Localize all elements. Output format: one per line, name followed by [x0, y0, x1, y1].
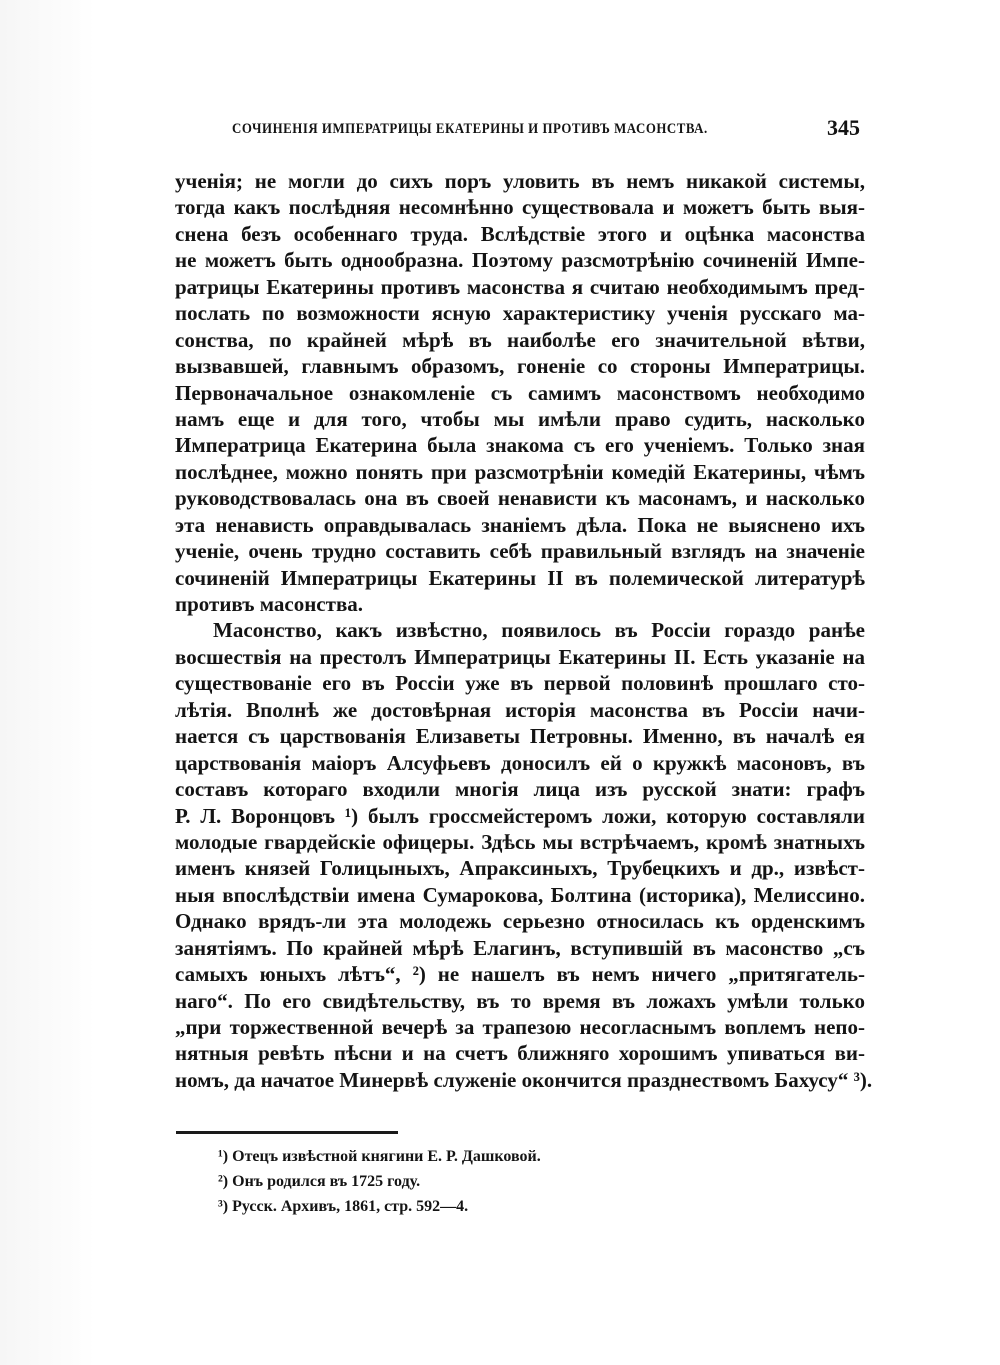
text-line: ратрицы Екатерины противъ масонства я считаю необходимымъ пред- — [175, 274, 865, 299]
text-line: составъ котораго входили многія лица изъ русской знати: графъ — [175, 777, 865, 802]
paragraph-start-line: Масонство, какъ извѣстно, появилось въ Россіи гораздо ранѣе — [213, 618, 865, 643]
text-line: нятныя ревѣть пѣсни и на счетъ ближняго хорошимъ упиваться ви- — [175, 1041, 865, 1066]
text-line: Р. Л. Воронцовъ ¹) былъ гроссмейстеромъ ложи, которую составляли — [175, 803, 865, 828]
text-line: не можетъ быть однообразна. Поэтому разсмотрѣнію сочиненій Импе- — [175, 248, 865, 273]
text-line: снена безъ особеннаго труда. Вслѣдствіе этого и оцѣнка масонства — [175, 221, 865, 246]
paragraph-end-line: противъ масонства. — [175, 592, 364, 616]
text-line: Однако врядъ-ли эта молодежь серьезно относилась къ орденскимъ — [175, 909, 865, 934]
text-line: сочиненій Императрицы Екатерины II въ полемической литературѣ — [175, 565, 865, 590]
running-head-title: СОЧИНЕНІЯ ИМПЕРАТРИЦЫ ЕКАТЕРИНЫ И ПРОТИВЪ МАСОНСТВА. — [232, 121, 708, 137]
body-text — [175, 168, 873, 1093]
text-line: вызвавшей, главнымъ образомъ, гоненіе со стороны Императрицы. — [175, 354, 865, 379]
text-line: руководствовалась она въ своей ненависти къ масонамъ, и насколько — [175, 486, 865, 511]
text-line: „при торжественной вечерѣ за трапезою несогласнымъ воплемъ непо- — [175, 1015, 865, 1039]
page-gutter-shadow — [0, 0, 95, 1365]
text-line: ученія; не могли до сихъ поръ уловить въ немъ никакой системы, — [175, 169, 865, 193]
text-line: наго“. По его свидѣтельству, въ то время въ ложахъ умѣли только — [175, 988, 865, 1013]
text-line: царствованія маіоръ Алсуфьевъ доносилъ ей о кружкѣ масоновъ, въ — [175, 750, 865, 775]
running-head — [232, 113, 860, 143]
footnote-3: ³) Русск. Архивъ, 1861, стр. 592—4. — [218, 1198, 469, 1215]
text-line: номъ, да начатое Минервѣ служеніе окончится празднествомъ Бахусу“ ³). — [175, 1067, 873, 1092]
text-line: самыхъ юныхъ лѣтъ“, ²) не нашелъ въ немъ ничего „притягатель- — [175, 962, 865, 987]
text-line: ученіе, очень трудно составить себѣ правильный взглядъ на значеніе — [175, 539, 865, 564]
text-line: именъ князей Голицыныхъ, Апраксиныхъ, Трубецкихъ и др., извѣст- — [175, 856, 865, 881]
text-line: эта ненависть оправдывалась знаніемъ дѣла. Пока не выяснено ихъ — [175, 512, 865, 537]
text-line: Первоначальное ознакомленіе съ самимъ масонствомъ необходимо — [175, 380, 865, 405]
text-line: занятіямъ. По крайней мѣрѣ Елагинъ, вступившій въ масонство „съ — [175, 935, 865, 960]
footnote-2: ²) Онъ родился въ 1725 году. — [218, 1173, 421, 1190]
footnote-divider — [176, 1131, 398, 1134]
text-line: ныя впослѣдствіи имена Сумарокова, Болтина (историка), Мелиссино. — [175, 882, 865, 907]
text-line: послѣднее, можно понять при разсмотрѣніи комедій Екатерины, чѣмъ — [175, 459, 865, 484]
text-line: лѣтія. Вполнѣ же достовѣрная исторія масонства въ Россіи начи- — [175, 697, 865, 722]
text-line: молодые гвардейскіе офицеры. Здѣсь мы встрѣчаемъ, кромѣ знатныхъ — [175, 829, 865, 854]
text-line: восшествія на престолъ Императрицы Екатерины II. Есть указаніе на — [175, 644, 865, 669]
text-line: сонства, по крайней мѣрѣ въ наиболѣе его значительной вѣтви, — [175, 327, 865, 352]
text-line: нается съ царствованія Елизаветы Петровны. Именно, въ началѣ ея — [175, 724, 865, 749]
footnote-1: ¹) Отецъ извѣстной княгини Е. Р. Дашковой. — [218, 1148, 541, 1165]
text-line: тогда какъ послѣдняя несомнѣнно существовала и можетъ быть выя- — [175, 195, 865, 220]
text-line: существованіе его въ Россіи уже въ первой половинѣ прошлаго сто- — [175, 671, 865, 696]
text-line: Императрица Екатерина была знакома съ его ученіемъ. Только зная — [175, 433, 865, 458]
page-number: 345 — [827, 115, 860, 140]
footnotes — [218, 1144, 778, 1219]
text-line: намъ еще и для того, чтобы мы имѣли право судить, насколько — [175, 406, 865, 431]
text-line: послать по возможности ясную характеристику ученія русскаго ма- — [175, 301, 865, 326]
